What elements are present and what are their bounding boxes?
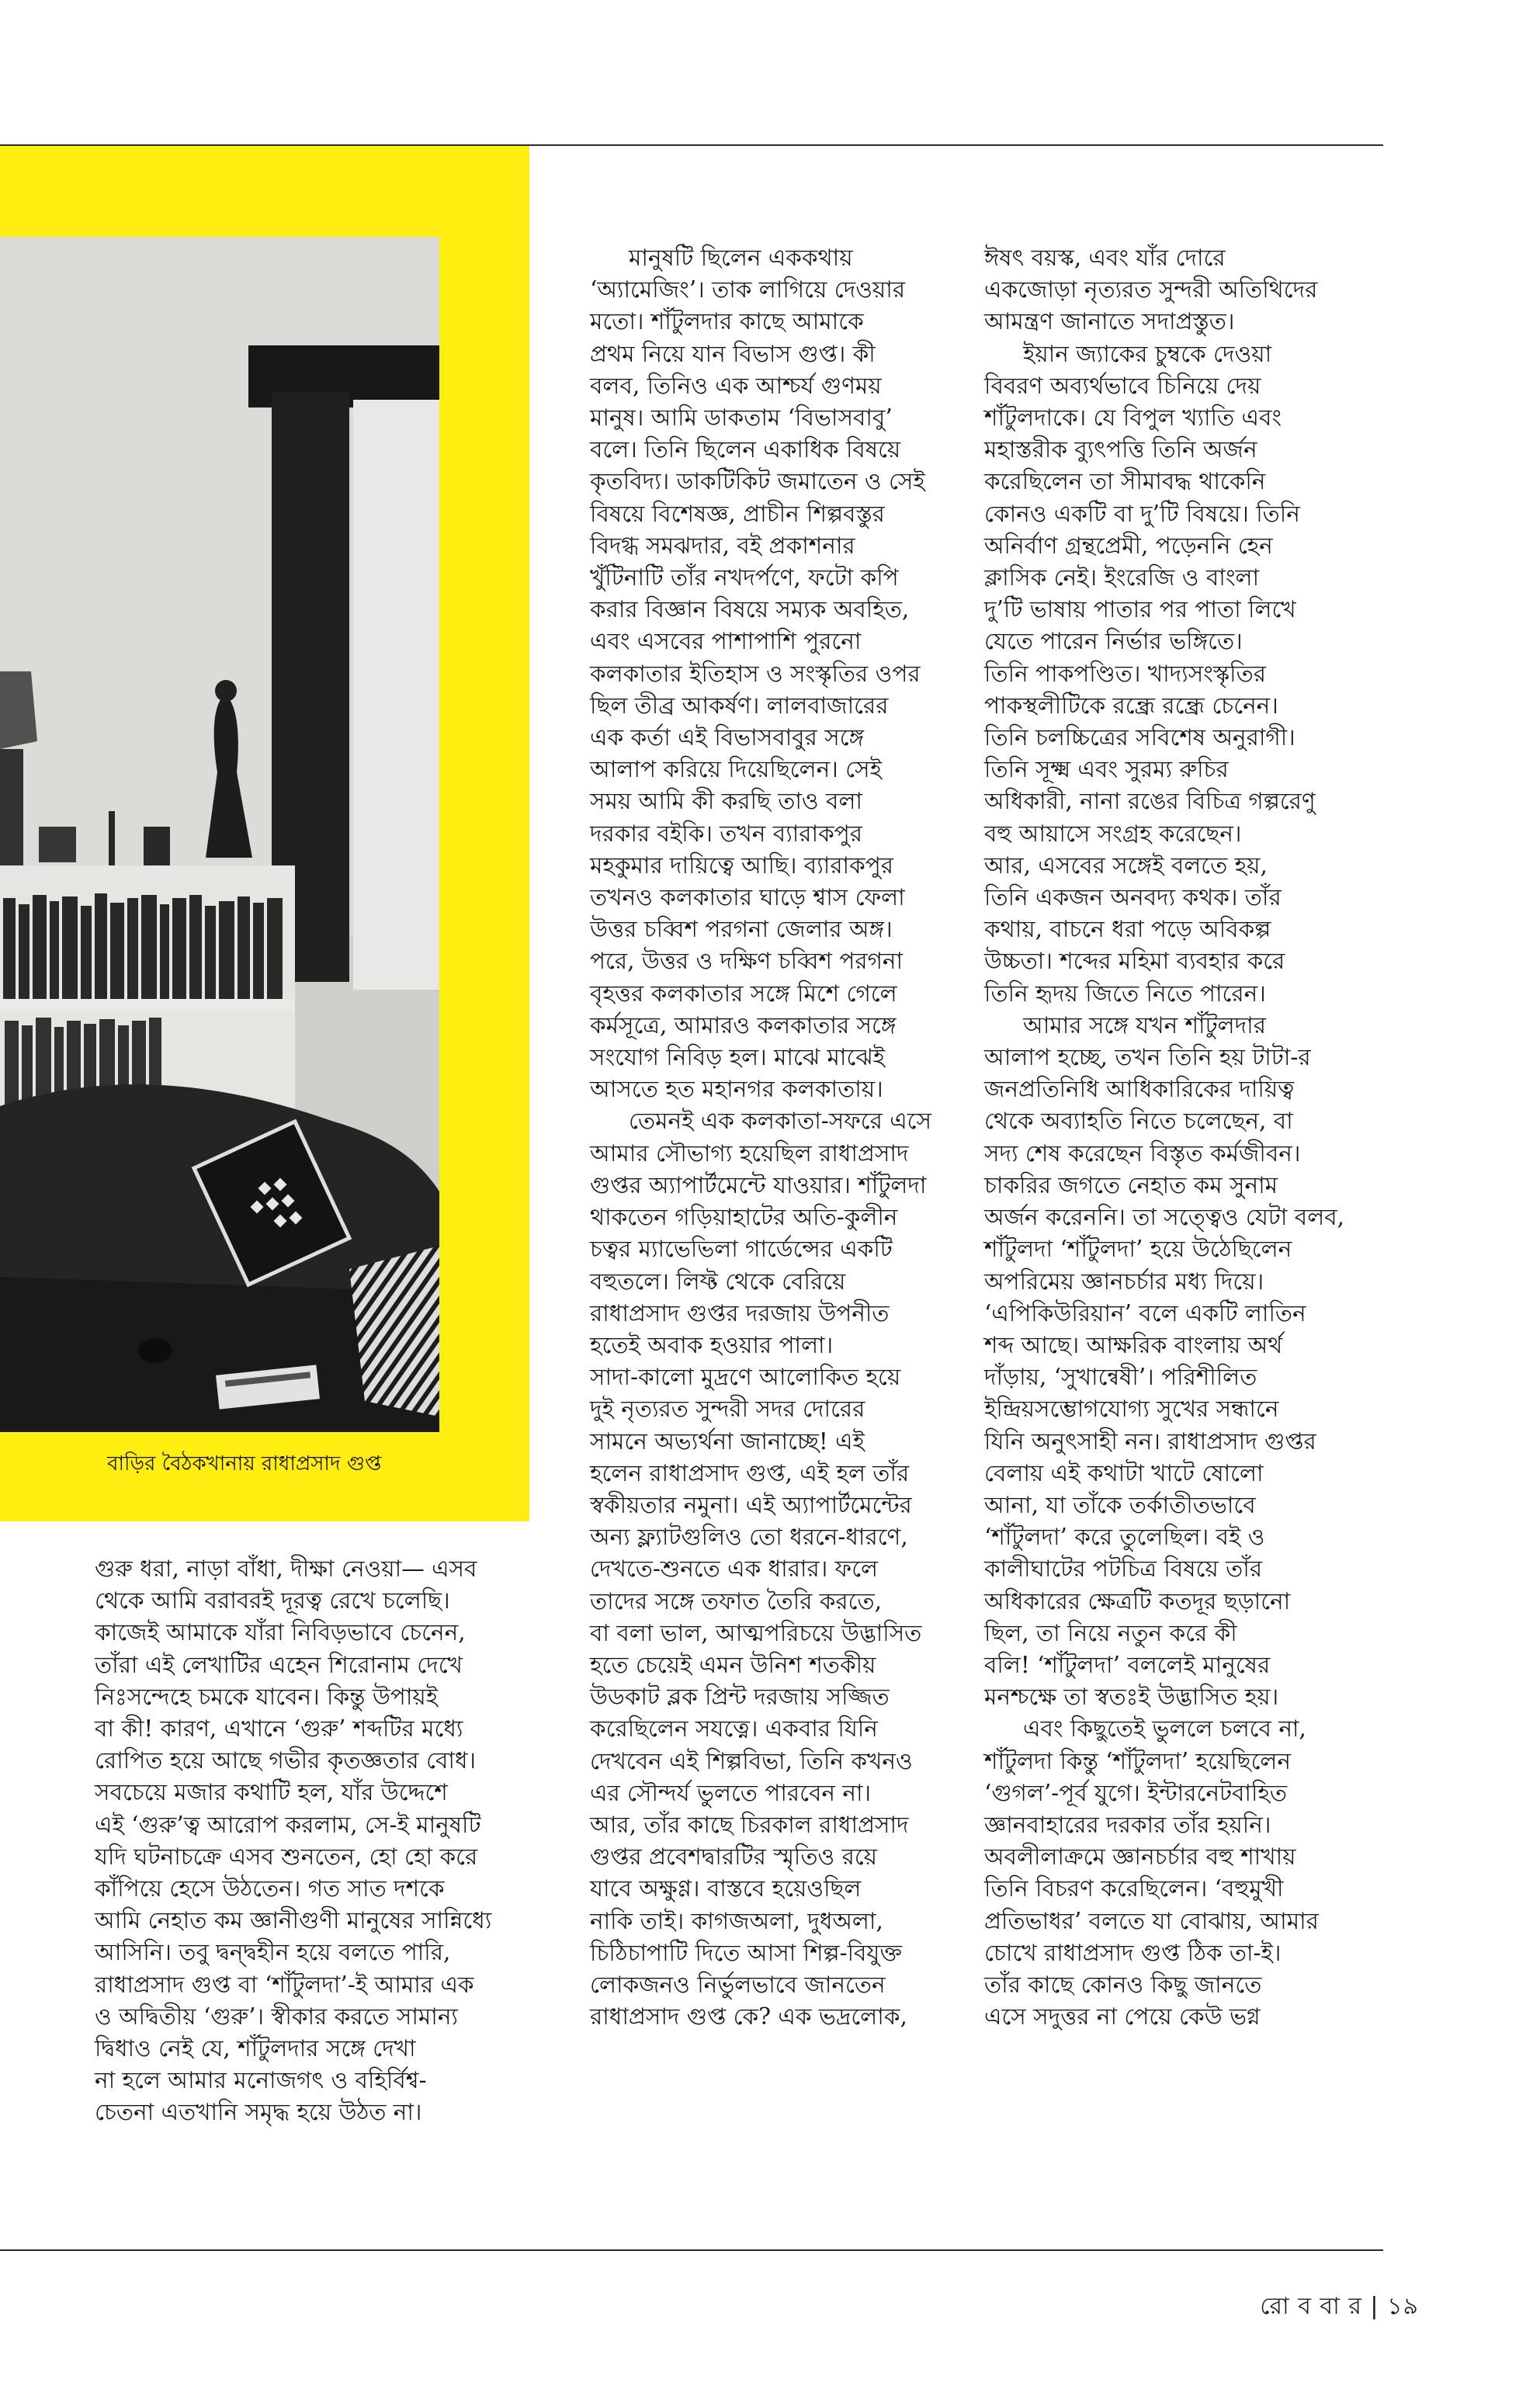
paragraph: গুরু ধরা, নাড়া বাঁধা, দীক্ষা নেওয়া— এসব থেকে আমি বরাবরই দূরত্ব রেখে চলেছি। কাজেই আমাকে যাঁরা নিবিড়ভাবে চেনেন, তাঁরা এই লেখাটির এহেন শিরোনাম দেখে নিঃসন্দেহে চমকে যাবেন। কিন্তু উপায়ই বা কী! কারণ, এখানে ‘গুরু’ শব্দটির মধ্যে রোপিত হয়ে আছে গভীর কৃতজ্ঞতার বোধ। সবচেয়ে মজার কথাটি হল, যাঁর উদ্দেশে এই ‘গুরু’ত্ব আরোপ করলাম, সে-ই মানুষটি যদি ঘটনাচক্রে এসব শুনতেন, হো হো করে কাঁপিয়ে হেসে উঠতেন। গত সাত দশকে আমি নেহাত কম জ্ঞানীগুণী মানুষের সান্নিধ্যে আসিনি। তবু দ্বন্দ্বহীন হয়ে বলতে পারি, রাধাপ্রসাদ গুপ্ত বা ‘শাঁটুলদা’-ই আমার এক ও অদ্বিতীয় ‘গুরু’। স্বীকার করতে সামান্য দ্বিধাও নেই যে, শাঁটুলদার সঙ্গে দেখা না হলে আমার মনোজগৎ ও বহির্বিশ্ব- চেতনা এতখানি সমৃদ্ধ হয়ে উঠত না। xyxy=(95,1555,492,2126)
article-column-right xyxy=(984,242,1411,2033)
paragraph: ইয়ান জ্যাকের চুম্বকে দেওয়া বিবরণ অব্যর্থভাবে চিনিয়ে দেয় শাঁটুলদাকে। যে বিপুল খ্যাতি এবং মহাস্তরীক ব্যুৎপত্তি তিনি অর্জন করেছিলেন তা সীমাবদ্ধ থাকেনি কোনও একটি বা দু’টি বিষয়ে। তিনি অনির্বাণ গ্রন্থপ্রেমী, পড়েননি হেন ক্লাসিক নেই। ইংরেজি ও বাংলা দু’টি ভাষায় পাতার পর পাতা লিখে যেতে পারেন নির্ভার ভঙ্গিতে। তিনি পাকপণ্ডিত। খাদ্যসংস্কৃতির পাকস্থলীটিকে রন্ধ্রে রন্ধ্রে চেনেন। তিনি চলচ্চিত্রের সবিশেষ অনুরাগী। তিনি সূক্ষ্ম এবং সুরম্য রুচির অধিকারী, নানা রঙের বিচিত্র গল্পরেণু বহু আয়াসে সংগ্রহ করেছেন। আর, এসবের সঙ্গেই বলতে হয়, তিনি একজন অনবদ্য কথক। তাঁর কথায়, বাচনে ধরা পড়ে অবিকল্প উচ্চতা। শব্দের মহিমা ব্যবহার করে তিনি হৃদয় জিতে নিতে পারেন। xyxy=(984,340,1316,1007)
article-column-middle xyxy=(590,242,1005,2033)
footer-separator: | xyxy=(1370,2293,1379,2320)
paragraph: এবং কিছুতেই ভুললে চলবে না, শাঁটুলদা কিন্তু ‘শাঁটুলদা’ হয়েছিলেন ‘গুগল’-পূর্ব যুগে। ইন্টারনেটবাহিত জ্ঞানবাহারের দরকার তাঁর হয়নি। অবলীলাক্রমে জ্ঞানচর্চার বহু শাখায় তিনি বিচরণ করেছিলেন। ‘বহুমুখী প্রতিভাধর’ বলতে যা বোঝায়, আমার চোখে রাধাপ্রসাদ গুপ্ত ঠিক তা-ই। তাঁর কাছে কোনও কিছু জানতে এসে সদুত্তর না পেয়ে কেউ ভগ্ন xyxy=(984,1715,1319,2031)
paragraph: তেমনই এক কলকাতা-সফরে এসে আমার সৌভাগ্য হয়েছিল রাধাপ্রসাদ গুপ্তর অ্যাপার্টমেন্টে যাওয়ার। শাঁটুলদা থাকতেন গড়িয়াহাটের অতি-কুলীন চত্বর ম্যাভেভিলা গার্ডেন্সের একটি বহুতলে। লিফ্ট থেকে বেরিয়ে রাধাপ্রসাদ গুপ্তর দরজায় উপনীত হতেই অবাক হওয়ার পালা। সাদা-কালো মুদ্রণে আলোকিত হয়ে দুই নৃত্যরত সুন্দরী সদর দোরের সামনে অভ্যর্থনা জানাচ্ছে! এই হলেন রাধাপ্রসাদ গুপ্ত, এই হল তাঁর স্বকীয়তার নমুনা। এই অ্যাপার্টমেন্টের অন্য ফ্ল্যাটগুলিও তো ধরনে-ধারণে, দেখতে-শুনতে এক ধারার। ফলে তাদের সঙ্গে তফাত তৈরি করতে, বা বলা ভাল, আত্মপরিচয়ে উদ্ভাসিত হতে চেয়েই এমন উনিশ শতকীয় উডকাট ব্লক প্রিন্ট দরজায় সজ্জিত করেছিলেন সযত্নে। একবার যিনি দেখবেন এই শিল্পবিভা, তিনি কখনও এর সৌন্দর্য ভুলতে পারবেন না। আর, তাঁর কাছে চিরকাল রাধাপ্রসাদ গুপ্তর প্রবেশদ্বারটির স্মৃতিও রয়ে যাবে অক্ষুণ্ণ। বাস্তবে হয়েওছিল নাকি তাই। কাগজঅলা, দুধঅলা, চিঠিচাপাটি দিতে আসা শিল্প-বিযুক্ত লোকজনও নির্ভুলভাবে জানতেন রাধাপ্রসাদ গুপ্ত কে? এক ভদ্রলোক, xyxy=(590,1108,932,2031)
photo-caption: বাড়ির বৈঠকখানায় রাধাপ্রসাদ গুপ্ত xyxy=(107,1452,382,1476)
paragraph: মানুষটি ছিলেন এককথায় ‘অ্যামেজিং’। তাক লাগিয়ে দেওয়ার মতো। শাঁটুলদার কাছে আমাকে প্রথম নিয়ে যান বিভাস গুপ্ত। কী বলব, তিনিও এক আশ্চর্য গুণময় মানুষ। আমি ডাকতাম ‘বিভাসবাবু’ বলে। তিনি ছিলেন একাধিক বিষয়ে কৃতবিদ্য। ডাকটিকিট জমাতেন ও সেই বিষয়ে বিশেষজ্ঞ, প্রাচীন শিল্পবস্তুর বিদগ্ধ সমঝদার, বই প্রকাশনার খুঁটিনাটি তাঁর নখদর্পণে, ফটো কপি করার বিজ্ঞান বিষয়ে সম্যক অবহিত, এবং এসবের পাশাপাশি পুরনো কলকাতার ইতিহাস ও সংস্কৃতির ওপর ছিল তীব্র আকর্ষণ। লালবাজারের এক কর্তা এই বিভাসবাবুর সঙ্গে আলাপ করিয়ে দিয়েছিলেন। সেই সময় আমি কী করছি তাও বলা দরকার বইকি। তখন ব্যারাকপুর মহকুমার দায়িত্বে আছি। ব্যারাকপুর তখনও কলকাতার ঘাড়ে শ্বাস ফেলা উত্তর চব্বিশ পরগনা জেলার অঙ্গ। পরে, উত্তর ও দক্ষিণ চব্বিশ পরগনা বৃহত্তর কলকাতার সঙ্গে মিশে গেলে কর্মসূত্রে, আমারও কলকাতার সঙ্গে সংযোগ নিবিড় হল। মাঝে মাঝেই আসতে হত মহানগর কলকাতায়। xyxy=(590,245,925,1103)
magazine-name: রো ব বা র xyxy=(1260,2293,1362,2320)
paragraph: আমার সঙ্গে যখন শাঁটুলদার আলাপ হচ্ছে, তখন তিনি হয় টাটা-র জনপ্রতিনিধি আধিকারিকের দায়িত্ব থেকে অব্যাহতি নিতে চলেছেন, বা সদ্য শেষ করেছেন বিস্তৃত কর্মজীবন। চাকরির জগতে নেহাত কম সুনাম অর্জন করেননি। তা সত্ত্বেও যেটা বলব, শাঁটুলদা ‘শাঁটুলদা’ হয়ে উঠেছিলেন অপরিমেয় জ্ঞানচর্চার মধ্য দিয়ে। ‘এপিকিউরিয়ান’ বলে একটি লাতিন শব্দ আছে। আক্ষরিক বাংলায় অর্থ দাঁড়ায়, ‘সুখান্বেষী’। পরিশীলিত ইন্দ্রিয়সম্ভোগযোগ্য সুখের সন্ধানে যিনি অনুৎসাহী নন। রাধাপ্রসাদ গুপ্তর বেলায় এই কথাটা খাটে ষোলো আনা, যা তাঁকে তর্কাতীতভাবে ‘শাঁটুলদা’ করে তুলেছিল। বই ও কালীঘাটের পটচিত্র বিষয়ে তাঁর অধিকারের ক্ষেত্রটি কতদূর ছড়ানো ছিল, তা নিয়ে নতুন করে কী বলি! ‘শাঁটুলদা’ বললেই মানুষের মনশ্চক্ষে তা স্বতঃই উদ্ভাসিত হয়। xyxy=(984,1011,1345,1711)
bottom-rule xyxy=(0,2249,1383,2251)
living-room-photo xyxy=(0,237,439,1432)
article-column-left xyxy=(95,1553,553,2129)
paragraph: ঈষৎ বয়স্ক, এবং যাঁর দোরে একজোড়া নৃত্যরত সুন্দরী অতিথিদের আমন্ত্রণ জানাতে সদাপ্রস্তুত। xyxy=(984,245,1318,335)
page-footer xyxy=(1260,2287,1419,2327)
page-number: ১৯ xyxy=(1387,2293,1419,2320)
